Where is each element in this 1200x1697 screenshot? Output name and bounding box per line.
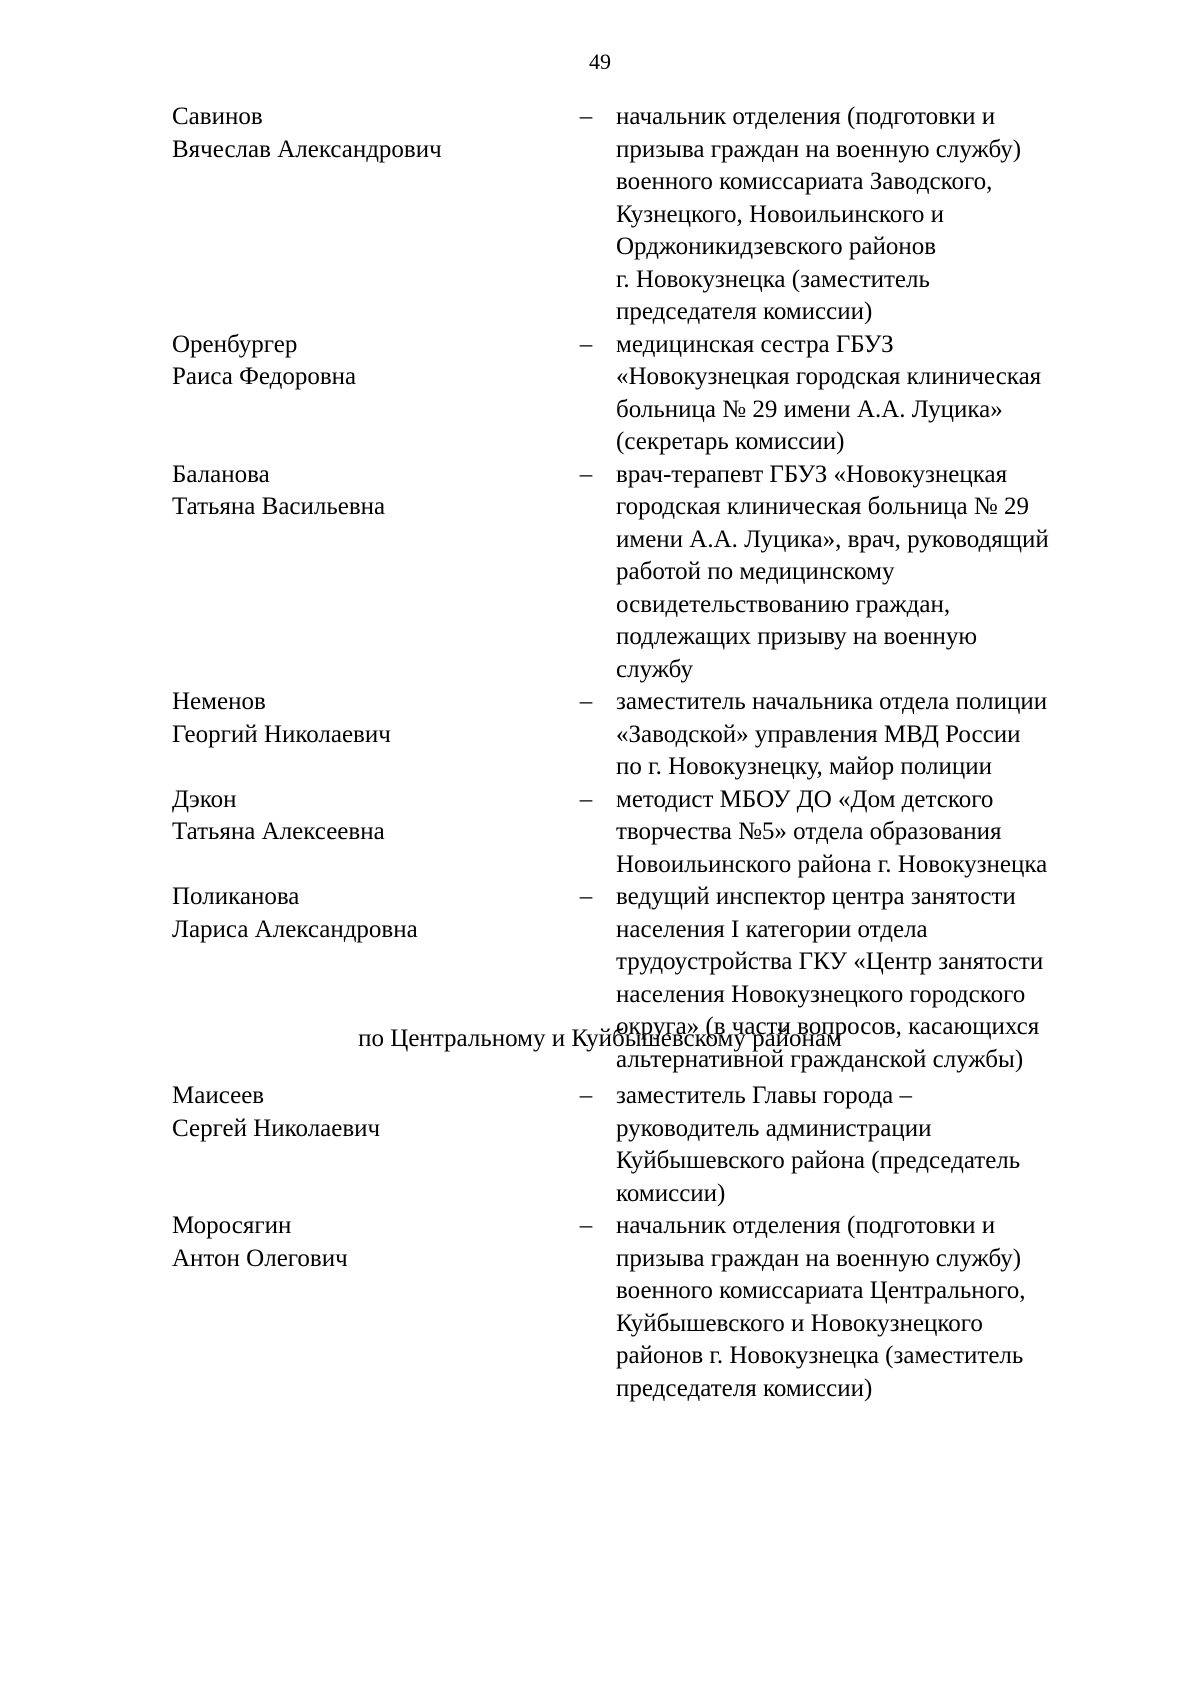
position-line: руководитель администрации <box>616 1114 932 1142</box>
position-line: Орджоникидзевского районов <box>616 233 937 260</box>
member-name <box>172 881 572 946</box>
position-line: медицинская сестра ГБУЗ <box>616 330 894 358</box>
position-line: начальник отделения (подготовки и <box>616 103 996 130</box>
member-position <box>616 459 1136 687</box>
position-line: Новоильинского района г. Новокузнецка <box>616 850 1048 878</box>
position-line: «Заводской» управления МВД России <box>616 720 1021 748</box>
position-line: заместитель Главы города – <box>616 1082 913 1109</box>
dash-separator: – <box>579 330 593 358</box>
position-line: председателя комиссии) <box>616 1374 873 1402</box>
member-surname: Неменов <box>172 688 266 715</box>
position-line: г. Новокузнецка (заместитель <box>616 265 930 293</box>
member-position <box>616 101 1136 329</box>
member-entry <box>0 1210 1200 1405</box>
position-line: военного комиссариата Центрального, <box>616 1277 1026 1304</box>
position-line: населения Новокузнецкого городского <box>616 980 1026 1008</box>
member-given-names: Татьяна Алексеевна <box>172 818 385 845</box>
dash-separator: – <box>579 1212 593 1239</box>
member-position <box>616 784 1136 882</box>
member-given-names: Раиса Федоровна <box>172 363 357 390</box>
page-number: 49 <box>589 49 611 74</box>
position-line: по г. Новокузнецку, майор полиции <box>616 753 992 780</box>
member-surname: Баланова <box>172 460 270 488</box>
position-line: ведущий инспектор центра занятости <box>616 883 1016 910</box>
position-line: городская клиническая больница № 29 <box>616 493 1029 520</box>
member-entry <box>0 459 1200 687</box>
position-line: трудоустройства ГКУ «Центр занятости <box>616 948 1044 975</box>
position-line: председателя комиссии) <box>616 298 873 325</box>
member-given-names: Антон Олегович <box>172 1244 348 1272</box>
position-line: районов г. Новокузнецка (заместитель <box>616 1342 1024 1369</box>
member-surname: Моросягин <box>172 1212 292 1239</box>
position-line: освидетельствованию граждан, <box>616 590 951 618</box>
member-given-names: Лариса Александровна <box>172 915 418 943</box>
position-line: заместитель начальника отдела полиции <box>616 688 1048 715</box>
position-line: призыва граждан на военную службу) <box>616 1244 1022 1272</box>
member-surname: Дэкон <box>172 785 237 813</box>
position-line: подлежащих призыву на военную <box>616 623 978 650</box>
position-line: военного комиссариата Заводского, <box>616 168 993 195</box>
member-name <box>172 784 572 849</box>
member-entry <box>0 784 1200 882</box>
commission-members-list-2 <box>0 1080 1200 1405</box>
member-name <box>172 686 572 751</box>
position-line: Куйбышевского и Новокузнецкого <box>616 1309 983 1337</box>
position-line: имени А.А. Луцика», врач, руководящий <box>616 525 1049 553</box>
position-line: творчества №5» отдела образования <box>616 818 1002 845</box>
member-name <box>172 1080 572 1145</box>
position-line: альтернативной гражданской службы) <box>616 1045 1024 1073</box>
member-name <box>172 459 572 524</box>
position-line: методист МБОУ ДО «Дом детского <box>616 785 994 813</box>
position-line: населения I категории отдела <box>616 915 928 943</box>
member-surname: Савинов <box>172 103 263 130</box>
position-line: (секретарь комиссии) <box>616 428 845 455</box>
member-name <box>172 329 572 394</box>
member-name <box>172 1210 572 1275</box>
member-entry <box>0 686 1200 784</box>
dash-separator: – <box>579 1082 593 1109</box>
member-entry <box>0 1080 1200 1210</box>
commission-members-list-1 <box>0 101 1200 1076</box>
dash-separator: – <box>579 103 593 130</box>
member-position <box>616 686 1136 784</box>
position-line: призыва граждан на военную службу) <box>616 135 1022 163</box>
position-line: Кузнецкого, Новоильинского и <box>616 200 944 228</box>
dash-separator: – <box>579 785 593 813</box>
position-line: начальник отделения (подготовки и <box>616 1212 996 1239</box>
position-line: Куйбышевского района (председатель <box>616 1147 1021 1174</box>
member-surname: Поликанова <box>172 883 300 910</box>
position-line: «Новокузнецкая городская клиническая <box>616 363 1042 390</box>
section-heading: по Центральному и Куйбышевскому районам <box>358 1025 842 1052</box>
member-entry <box>0 101 1200 329</box>
member-position <box>616 1210 1136 1405</box>
position-line: округа» (в части вопросов, касающихся <box>616 1013 1040 1040</box>
member-given-names: Георгий Николаевич <box>172 720 391 748</box>
member-given-names: Вячеслав Александрович <box>172 135 442 163</box>
member-position <box>616 1080 1136 1210</box>
dash-separator: – <box>579 688 593 715</box>
dash-separator: – <box>579 460 593 488</box>
position-line: работой по медицинскому <box>616 558 895 585</box>
member-given-names: Татьяна Васильевна <box>172 493 386 520</box>
member-entry <box>0 329 1200 459</box>
position-line: врач-терапевт ГБУЗ «Новокузнецкая <box>616 460 1008 488</box>
member-name <box>172 101 572 166</box>
member-position <box>616 329 1136 459</box>
position-line: комиссии) <box>616 1179 726 1207</box>
position-line: больница № 29 имени А.А. Луцика» <box>616 395 1003 423</box>
dash-separator: – <box>579 883 593 910</box>
member-given-names: Сергей Николаевич <box>172 1114 381 1142</box>
member-surname: Оренбургер <box>172 330 298 358</box>
member-surname: Маисеев <box>172 1082 265 1109</box>
position-line: службу <box>616 655 693 683</box>
